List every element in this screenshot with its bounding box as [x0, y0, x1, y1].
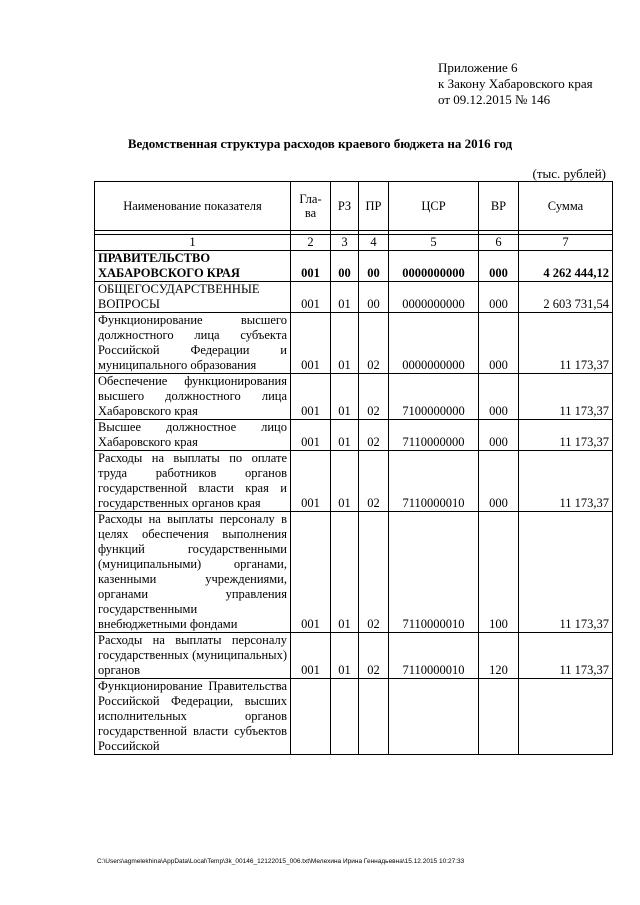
row-glava: 001 [291, 512, 331, 633]
header-sum: Сумма [519, 182, 613, 231]
row-sum: 11 173,37 [519, 313, 613, 374]
row-pr: 00 [359, 282, 389, 313]
row-rz: 01 [331, 313, 359, 374]
row-glava: 001 [291, 633, 331, 679]
row-pr: 02 [359, 374, 389, 420]
table-row [95, 420, 613, 451]
row-pr: 02 [359, 420, 389, 451]
header-pr: ПР [359, 182, 389, 231]
row-vr: 000 [479, 420, 519, 451]
row-rz: 00 [331, 251, 359, 282]
appendix-note [438, 60, 593, 108]
row-csr: 7100000000 [389, 374, 479, 420]
table-row [95, 374, 613, 420]
row-vr: 000 [479, 451, 519, 512]
row-pr: 00 [359, 251, 389, 282]
row-rz: 01 [331, 451, 359, 512]
appendix-line-3: от 09.12.2015 № 146 [438, 92, 551, 107]
table-row [95, 313, 613, 374]
row-glava: 001 [291, 251, 331, 282]
file-path-footer: C:\Users\agmelekhina\AppData\Local\Temp\3k_00146_12122015_006.txt\Мелехина Ирина Геннадьевна\15.12.2015 10:27:33 [97, 858, 465, 865]
row-glava: 001 [291, 313, 331, 374]
table-row [95, 633, 613, 679]
row-rz: 01 [331, 282, 359, 313]
row-csr [389, 679, 479, 755]
expenditure-table [94, 181, 613, 755]
row-name: Расходы на выплаты персоналу в целях обеспечения выполнения функций государственными (муниципальными) органами, казенными учреждениями, органами управления государственными внебюджетными фондами [95, 512, 291, 633]
row-sum: 11 173,37 [519, 420, 613, 451]
column-number: 7 [519, 235, 613, 251]
row-glava [291, 679, 331, 755]
row-pr: 02 [359, 451, 389, 512]
document-title: Ведомственная структура расходов краевого бюджета на 2016 год [127, 136, 513, 151]
row-sum: 11 173,37 [519, 451, 613, 512]
column-number: 6 [479, 235, 519, 251]
column-number: 1 [95, 235, 291, 251]
row-rz [331, 679, 359, 755]
appendix-line-2: к Закону Хабаровского края [438, 76, 593, 91]
row-csr: 7110000010 [389, 633, 479, 679]
row-vr: 000 [479, 313, 519, 374]
row-sum [519, 679, 613, 755]
row-name: Функционирование Правительства Российской Федерации, высших исполнительных органов государственной власти субъектов Российской [95, 679, 291, 755]
row-csr: 7110000010 [389, 451, 479, 512]
table-row [95, 251, 613, 282]
header-name: Наименование показателя [95, 182, 291, 231]
header-rz: РЗ [331, 182, 359, 231]
row-vr: 000 [479, 251, 519, 282]
row-vr [479, 679, 519, 755]
row-name: Функционирование высшего должностного лица субъекта Российской Федерации и муниципального образования [95, 313, 291, 374]
row-csr: 0000000000 [389, 313, 479, 374]
row-sum: 2 603 731,54 [519, 282, 613, 313]
row-pr: 02 [359, 313, 389, 374]
row-rz: 01 [331, 420, 359, 451]
column-numbers-row [95, 235, 613, 251]
column-number: 4 [359, 235, 389, 251]
row-rz: 01 [331, 633, 359, 679]
column-number: 5 [389, 235, 479, 251]
row-glava: 001 [291, 420, 331, 451]
row-sum: 11 173,37 [519, 633, 613, 679]
row-vr: 120 [479, 633, 519, 679]
row-glava: 001 [291, 374, 331, 420]
table-row [95, 512, 613, 633]
row-csr: 7110000010 [389, 512, 479, 633]
table-header-row [95, 182, 613, 231]
row-name: Расходы на выплаты по оплате труда работников органов государственной власти края и государственных органов края [95, 451, 291, 512]
row-csr: 7110000000 [389, 420, 479, 451]
row-rz: 01 [331, 512, 359, 633]
column-number: 2 [291, 235, 331, 251]
row-name: Высшее должностное лицо Хабаровского края [95, 420, 291, 451]
row-csr: 0000000000 [389, 251, 479, 282]
header-vr: ВР [479, 182, 519, 231]
row-pr: 02 [359, 512, 389, 633]
row-name: ПРАВИТЕЛЬСТВО ХАБАРОВСКОГО КРАЯ [95, 251, 291, 282]
row-vr: 000 [479, 282, 519, 313]
row-glava: 001 [291, 282, 331, 313]
row-vr: 000 [479, 374, 519, 420]
table-row [95, 282, 613, 313]
column-number: 3 [331, 235, 359, 251]
header-csr: ЦСР [389, 182, 479, 231]
appendix-line-1: Приложение 6 [438, 60, 518, 75]
row-name: Обеспечение функционирования высшего должностного лица Хабаровского края [95, 374, 291, 420]
table-row [95, 679, 613, 755]
table-row [95, 451, 613, 512]
row-pr [359, 679, 389, 755]
row-sum: 11 173,37 [519, 512, 613, 633]
row-pr: 02 [359, 633, 389, 679]
row-vr: 100 [479, 512, 519, 633]
header-glava: Гла- ва [291, 182, 331, 231]
units-label: (тыс. рублей) [532, 166, 606, 181]
row-glava: 001 [291, 451, 331, 512]
row-sum: 11 173,37 [519, 374, 613, 420]
row-name: ОБЩЕГОСУДАРСТВЕННЫЕ ВОПРОСЫ [95, 282, 291, 313]
row-name: Расходы на выплаты персоналу государственных (муниципальных) органов [95, 633, 291, 679]
row-rz: 01 [331, 374, 359, 420]
row-csr: 0000000000 [389, 282, 479, 313]
row-sum: 4 262 444,12 [519, 251, 613, 282]
